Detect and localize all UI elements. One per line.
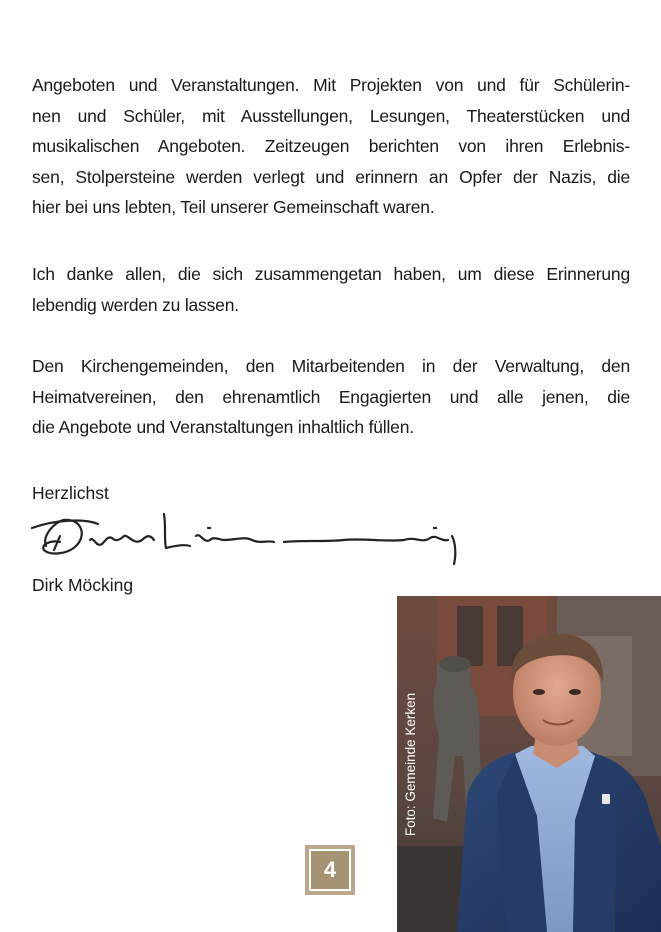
paragraph-3 — [32, 351, 630, 443]
signature-image — [24, 506, 484, 568]
paragraph-2 — [32, 259, 630, 320]
photo-credit — [397, 596, 425, 932]
text-line: musikalischen Angeboten. Zeitzeugen berichten von ihren Erlebnis- — [32, 136, 630, 156]
page-number: 4 — [309, 849, 351, 891]
portrait-photo — [397, 596, 661, 932]
portrait-illustration — [397, 596, 661, 932]
text-line: nen und Schüler, mit Ausstellungen, Lesungen, Theaterstücken und — [32, 105, 630, 126]
text-line: die Angebote und Veranstaltungen inhaltlich füllen. — [32, 417, 414, 437]
page-number-badge — [305, 845, 355, 895]
text-line: Ich danke allen, die sich zusammengetan haben, um diese Erinnerung — [32, 264, 630, 284]
text-line: Angeboten und Veranstaltungen. Mit Projekten von und für Schülerin- — [32, 75, 630, 95]
signer-name: Dirk Möcking — [32, 575, 134, 595]
text-line: hier bei uns lebten, Teil unserer Gemeinschaft waren. — [32, 197, 435, 217]
photo-credit-text: Foto: Gemeinde Kerken — [403, 692, 419, 836]
text-line: Heimatvereinen, den ehrenamtlich Engagierten und alle jenen, die — [32, 386, 630, 407]
paragraph-1 — [32, 70, 630, 223]
closing-salutation: Herzlichst — [32, 483, 109, 503]
text-line: sen, Stolpersteine werden verlegt und erinnern an Opfer der Nazis, die — [32, 166, 630, 187]
text-line: Den Kirchengemeinden, den Mitarbeitenden in der Verwaltung, den — [32, 356, 630, 376]
text-line: lebendig werden zu lassen. — [32, 294, 239, 315]
